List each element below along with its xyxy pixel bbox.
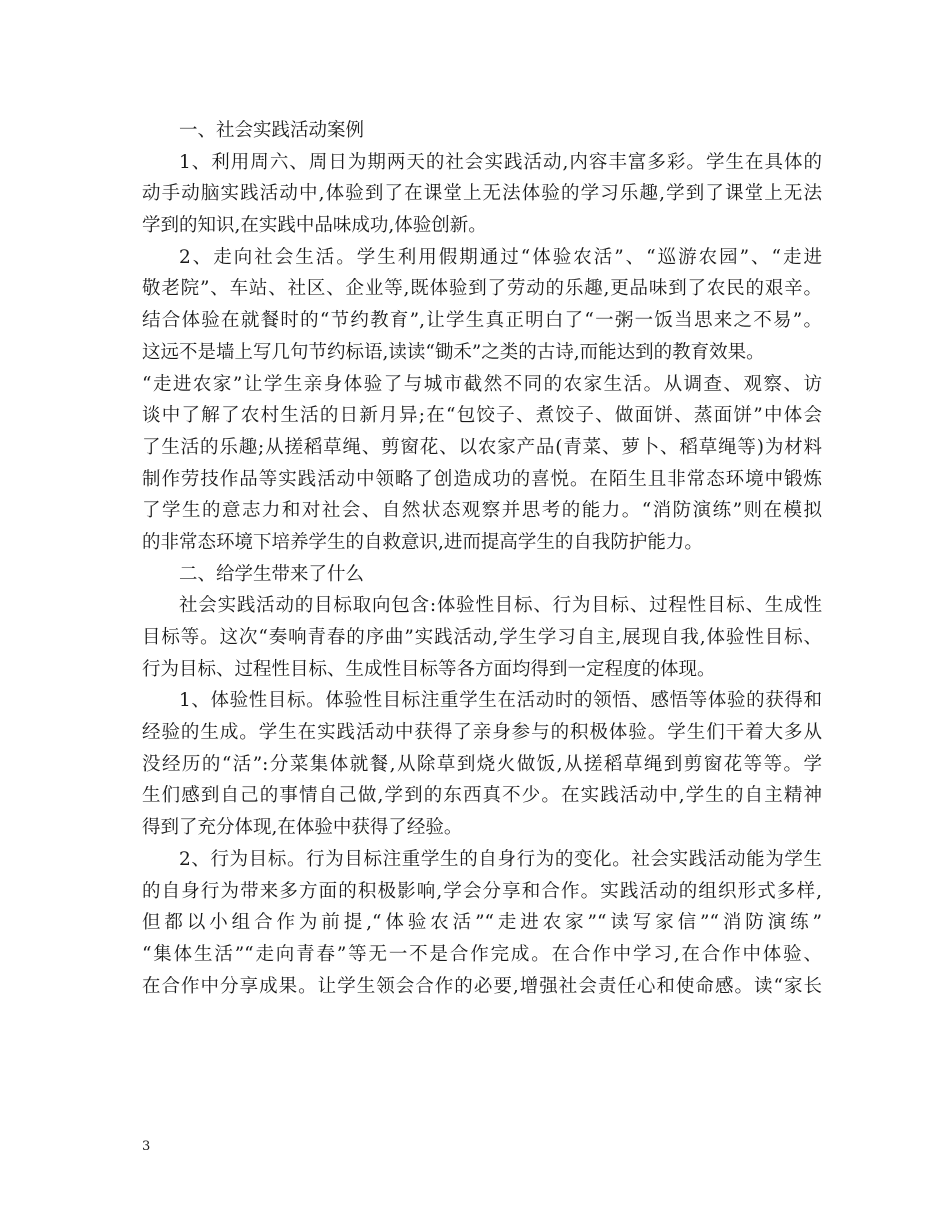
- text-line: 2、行为目标。行为目标注重学生的自身行为的变化。社会实践活动能为学生: [179, 848, 822, 870]
- text-line: 1、体验性目标。体验性目标注重学生在活动时的领悟、感悟等体验的获得和: [179, 690, 822, 712]
- text-line: 制作劳技作品等实践活动中领略了创造成功的喜悦。在陌生且非常态环境中锻炼: [142, 468, 822, 490]
- text-line: 得到了充分体现,在体验中获得了经验。: [142, 817, 463, 839]
- text-line: 目标等。这次“奏响青春的序曲”实践活动,学生学习自主,展现自我,体验性目标、: [142, 627, 822, 648]
- text-line: 一、社会实践活动案例: [179, 120, 365, 141]
- text-line: 动手动脑实践活动中,体验到了在课堂上无法体验的学习乐趣,学到了课堂上无法: [142, 183, 822, 205]
- page-number: 3: [142, 1139, 151, 1154]
- text-line: “走进农家”让学生亲身体验了与城市截然不同的农家生活。从调查、观察、访: [142, 373, 822, 395]
- text-line: “集体生活”“走向青春”等无一不是合作完成。在合作中学习,在合作中体验、: [142, 943, 822, 965]
- text-line: 敬老院”、车站、社区、企业等,既体验到了劳动的乐趣,更品味到了农民的艰辛。: [142, 278, 822, 300]
- text-line: 1、利用周六、周日为期两天的社会实践活动,内容丰富多彩。学生在具体的: [179, 151, 822, 173]
- text-line: 社会实践活动的目标取向包含:体验性目标、行为目标、过程性目标、生成性: [179, 595, 822, 617]
- text-line: 行为目标、过程性目标、生成性目标等各方面均得到一定程度的体现。: [142, 658, 716, 680]
- text-line: 但都以小组合作为前提,“体验农活”“走进农家”“读写家信”“消防演练”: [142, 912, 822, 934]
- text-line: 这远不是墙上写几句节约标语,读读“锄禾”之类的古诗,而能达到的教育效果。: [142, 341, 765, 363]
- text-line: 的非常态环境下培养学生的自救意识,进而提高学生的自我防护能力。: [142, 531, 703, 553]
- text-line: 经验的生成。学生在实践活动中获得了亲身参与的积极体验。学生们干着大多从: [142, 722, 822, 744]
- text-line: 生们感到自己的事情自己做,学到的东西真不少。在实践活动中,学生的自主精神: [142, 785, 822, 807]
- text-line: 学到的知识,在实践中品味成功,体验创新。: [142, 215, 487, 237]
- text-line: 结合体验在就餐时的“节约教育”,让学生真正明白了“一粥一饭当思来之不易”。: [142, 310, 822, 332]
- text-line: 在合作中分享成果。让学生领会合作的必要,增强社会责任心和使命感。读“家长: [142, 975, 822, 997]
- text-line: 二、给学生带来了什么: [179, 563, 365, 585]
- text-line: 2、走向社会生活。学生利用假期通过“体验农活”、“巡游农园”、“走进: [179, 246, 822, 268]
- text-line: 的自身行为带来多方面的积极影响,学会分享和合作。实践活动的组织形式多样,: [142, 880, 822, 902]
- text-line: 了生活的乐趣;从搓稻草绳、剪窗花、以农家产品(青菜、萝卜、稻草绳等)为材料: [142, 436, 822, 458]
- text-line: 没经历的“活”:分菜集体就餐,从除草到烧火做饭,从搓稻草绳到剪窗花等等。学: [142, 753, 822, 775]
- text-line: 谈中了解了农村生活的日新月异;在“包饺子、煮饺子、做面饼、蒸面饼”中体会: [142, 405, 822, 427]
- document-body: [142, 115, 822, 1002]
- text-line: 了学生的意志力和对社会、自然状态观察并思考的能力。“消防演练”则在模拟: [142, 500, 822, 522]
